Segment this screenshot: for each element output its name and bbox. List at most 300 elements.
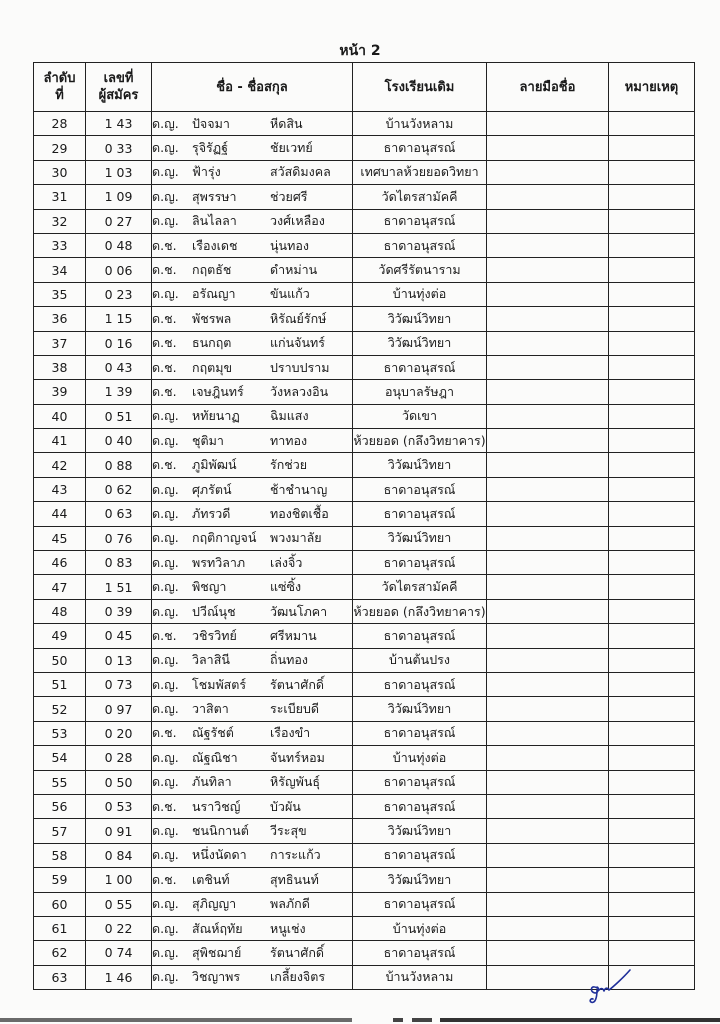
remark-cell[interactable] [609,209,695,233]
full-name-cell [152,819,353,843]
first-name: กฤตมุข [192,359,233,375]
signature-cell[interactable] [487,380,609,404]
table-row [34,770,695,794]
signature-cell[interactable] [487,185,609,209]
full-name-cell [152,892,353,916]
remark-cell[interactable] [609,233,695,257]
table-row [34,648,695,672]
remark-cell[interactable] [609,502,695,526]
order-no-cell: 47 [34,575,86,599]
applicant-no-cell: 0 50 [86,770,152,794]
previous-school-cell: ธาดาอนุสรณ์ [353,794,487,818]
remark-cell[interactable] [609,258,695,282]
applicant-no-cell: 0 16 [86,331,152,355]
table-row [34,746,695,770]
first-name: พิชญา [192,579,227,595]
remark-cell[interactable] [609,575,695,599]
first-name: สุพรรษา [192,188,237,204]
name-prefix: ด.ญ. [152,823,179,839]
signature-cell[interactable] [487,794,609,818]
signature-cell[interactable] [487,868,609,892]
applicant-no-cell: 1 39 [86,380,152,404]
order-no-cell: 43 [34,477,86,501]
remark-cell[interactable] [609,843,695,867]
previous-school-cell: วิวัฒน์วิทยา [353,453,487,477]
applicant-no-cell: 1 00 [86,868,152,892]
signature-cell[interactable] [487,112,609,136]
applicant-no-cell: 0 62 [86,477,152,501]
signature-cell[interactable] [487,819,609,843]
applicant-no-cell: 1 03 [86,160,152,184]
previous-school-cell: บ้านวังหลาม [353,112,487,136]
order-no-cell: 56 [34,794,86,818]
first-name: ฟ้ารุ่ง [192,164,221,180]
full-name-cell [152,453,353,477]
table-row [34,233,695,257]
previous-school-cell: วัดศรีรัตนาราม [353,258,487,282]
applicant-no-cell: 0 55 [86,892,152,916]
last-name: หิรัณย์รักษ์ [270,310,327,326]
name-prefix: ด.ญ. [152,920,179,936]
first-name: สุภิญญา [192,896,237,912]
applicant-no-cell: 0 97 [86,697,152,721]
remark-cell[interactable] [609,331,695,355]
name-prefix: ด.ช. [152,262,177,278]
last-name: พลภักดี [270,896,310,912]
first-name: วาสิตา [192,701,229,717]
full-name-cell [152,380,353,404]
remark-cell[interactable] [609,624,695,648]
full-name-cell [152,794,353,818]
name-prefix: ด.ช. [152,237,177,253]
last-name: ฉิมแสง [270,408,309,424]
first-name: หทัยนาฏ [192,408,240,424]
previous-school-cell: บ้านทุ่งต่อ [353,916,487,940]
previous-school-cell: ธาดาอนุสรณ์ [353,502,487,526]
previous-school-cell: วิวัฒน์วิทยา [353,697,487,721]
name-prefix: ด.ญ. [152,432,179,448]
previous-school-cell: วิวัฒน์วิทยา [353,819,487,843]
name-prefix: ด.ญ. [152,579,179,595]
name-prefix: ด.ญ. [152,652,179,668]
last-name: แก่นจันทร์ [270,335,325,351]
full-name-cell [152,624,353,648]
full-name-cell [152,599,353,623]
previous-school-cell: ธาดาอนุสรณ์ [353,941,487,965]
remark-cell[interactable] [609,721,695,745]
table-row [34,331,695,355]
order-no-cell: 62 [34,941,86,965]
full-name-cell [152,648,353,672]
last-name: ขันแก้ว [270,286,310,302]
table-row [34,551,695,575]
applicant-no-cell: 1 09 [86,185,152,209]
last-name: พวงมาลัย [270,530,322,546]
applicant-no-cell: 0 23 [86,282,152,306]
remark-cell[interactable] [609,477,695,501]
name-prefix: ด.ญ. [152,286,179,302]
remark-cell[interactable] [609,892,695,916]
name-prefix: ด.ช. [152,457,177,473]
last-name: วัฒนโภคา [270,603,328,619]
previous-school-cell: ธาดาอนุสรณ์ [353,721,487,745]
name-prefix: ด.ช. [152,627,177,643]
applicant-no-cell: 1 43 [86,112,152,136]
first-name: วิลาสินี [192,652,230,668]
remark-cell[interactable] [609,648,695,672]
signature-cell[interactable] [487,209,609,233]
remark-cell[interactable] [609,404,695,428]
first-name: ปัจจมา [192,115,230,131]
name-prefix: ด.ญ. [152,481,179,497]
signature-cell[interactable] [487,843,609,867]
first-name: กฤติกาญจน์ [192,530,257,546]
name-prefix: ด.ญ. [152,969,179,985]
last-name: สุทธินนท์ [270,871,319,887]
name-prefix: ด.ญ. [152,164,179,180]
remark-cell[interactable] [609,112,695,136]
signature-cell[interactable] [487,624,609,648]
previous-school-cell: ห้วยยอด (กลึงวิทยาคาร) [353,429,487,453]
order-no-cell: 45 [34,526,86,550]
full-name-cell [152,112,353,136]
first-name: วิชญาพร [192,969,241,985]
table-row [34,453,695,477]
table-row [34,526,695,550]
last-name: ศรีหมาน [270,627,317,643]
first-name: ชนนิกานต์ [192,823,249,839]
signature-cell[interactable] [487,916,609,940]
full-name-cell [152,477,353,501]
last-name: การะแก้ว [270,847,321,863]
first-name: ณัฐณิชา [192,749,238,765]
applicant-no-cell: 0 06 [86,258,152,282]
table-row [34,843,695,867]
last-name: หิรัญพันธุ์ [270,774,321,790]
first-name: เตชินท์ [192,871,230,887]
handwritten-signature [575,960,635,1006]
signature-cell[interactable] [487,648,609,672]
signature-cell[interactable] [487,404,609,428]
first-name: ณัฐรัชต์ [192,725,234,741]
previous-school-cell: บ้านทุ่งต่อ [353,746,487,770]
last-name: สวัสดิมงคล [270,164,331,180]
order-no-cell: 46 [34,551,86,575]
full-name-cell [152,672,353,696]
name-prefix: ด.ญ. [152,115,179,131]
applicant-no-cell: 0 63 [86,502,152,526]
remark-cell[interactable] [609,697,695,721]
remark-cell[interactable] [609,868,695,892]
signature-cell[interactable] [487,551,609,575]
signature-cell[interactable] [487,331,609,355]
previous-school-cell: วิวัฒน์วิทยา [353,307,487,331]
full-name-cell [152,746,353,770]
table-row [34,282,695,306]
header-applicant-no-line2: ผู้สมัคร [98,88,139,103]
first-name: นราวิชญ์ [192,798,241,814]
full-name-cell [152,429,353,453]
full-name-cell [152,575,353,599]
remark-cell[interactable] [609,185,695,209]
applicant-no-cell: 0 40 [86,429,152,453]
first-name: พรทวิลาภ [192,554,246,570]
table-header-row [34,63,695,112]
order-no-cell: 57 [34,819,86,843]
full-name-cell [152,136,353,160]
applicant-no-cell: 0 73 [86,672,152,696]
signature-cell[interactable] [487,697,609,721]
name-prefix: ด.ญ. [152,530,179,546]
order-no-cell: 41 [34,429,86,453]
name-prefix: ด.ญ. [152,408,179,424]
first-name: สัณห์ฤทัย [192,920,243,936]
signature-cell[interactable] [487,453,609,477]
signature-cell[interactable] [487,526,609,550]
remark-cell[interactable] [609,819,695,843]
applicant-no-cell: 0 76 [86,526,152,550]
header-applicant-no [86,63,152,112]
full-name-cell [152,185,353,209]
signature-cell[interactable] [487,746,609,770]
signature-cell[interactable] [487,721,609,745]
applicant-no-cell: 0 43 [86,355,152,379]
order-no-cell: 32 [34,209,86,233]
last-name: ทองชิตเชื้อ [270,505,329,521]
table-row [34,892,695,916]
signature-cell[interactable] [487,672,609,696]
signature-cell[interactable] [487,136,609,160]
first-name: ภันทิลา [192,774,232,790]
applicant-no-cell: 0 84 [86,843,152,867]
previous-school-cell: วัดไตรสามัคคี [353,185,487,209]
first-name: สุพิชฌาย์ [192,944,242,960]
signature-cell[interactable] [487,599,609,623]
table-row [34,477,695,501]
previous-school-cell: ธาดาอนุสรณ์ [353,355,487,379]
table-row [34,160,695,184]
header-full-name: ชื่อ - ชื่อสกุล [152,63,353,112]
first-name: โชมพัสตร์ [192,676,247,692]
last-name: รักช่วย [270,457,308,473]
header-order-no [34,63,86,112]
order-no-cell: 61 [34,916,86,940]
table-row [34,380,695,404]
remark-cell[interactable] [609,355,695,379]
first-name: ชุติมา [192,432,224,448]
remark-cell[interactable] [609,282,695,306]
order-no-cell: 37 [34,331,86,355]
name-prefix: ด.ญ. [152,847,179,863]
applicant-no-cell: 0 45 [86,624,152,648]
signature-cell[interactable] [487,282,609,306]
last-name: วีระสุข [270,823,307,839]
full-name-cell [152,526,353,550]
signature-cell[interactable] [487,575,609,599]
applicant-no-cell: 0 39 [86,599,152,623]
applicant-no-cell: 0 22 [86,916,152,940]
full-name-cell [152,916,353,940]
last-name: บัวผัน [270,798,301,814]
full-name-cell [152,868,353,892]
previous-school-cell: ธาดาอนุสรณ์ [353,892,487,916]
name-prefix: ด.ญ. [152,749,179,765]
remark-cell[interactable] [609,599,695,623]
previous-school-cell: ธาดาอนุสรณ์ [353,624,487,648]
applicant-no-cell: 0 88 [86,453,152,477]
applicant-no-cell: 0 51 [86,404,152,428]
header-previous-school: โรงเรียนเดิม [353,63,487,112]
previous-school-cell: วัดเขา [353,404,487,428]
last-name: จันทร์หอม [270,749,325,765]
last-name: รัตนาศักดิ์ [270,944,325,960]
name-prefix: ด.ช. [152,871,177,887]
last-name: ช้าชำนาญ [270,481,328,497]
remark-cell[interactable] [609,526,695,550]
remark-cell[interactable] [609,794,695,818]
last-name: หนูเช่ง [270,920,306,936]
applicant-roster-table [33,62,695,990]
remark-cell[interactable] [609,429,695,453]
first-name: วชิรวิทย์ [192,627,237,643]
name-prefix: ด.ญ. [152,603,179,619]
order-no-cell: 50 [34,648,86,672]
header-order-no-line1: ลำดับ [43,71,76,86]
applicant-no-cell: 0 33 [86,136,152,160]
applicant-no-cell: 0 53 [86,794,152,818]
name-prefix: ด.ช. [152,725,177,741]
previous-school-cell: ธาดาอนุสรณ์ [353,477,487,501]
order-no-cell: 36 [34,307,86,331]
full-name-cell [152,721,353,745]
last-name: วงศ์เหลือง [270,213,325,229]
remark-cell[interactable] [609,746,695,770]
last-name: แซ่ซิ้ง [270,579,302,595]
last-name: หีดสิน [270,115,303,131]
order-no-cell: 53 [34,721,86,745]
applicant-no-cell: 1 51 [86,575,152,599]
full-name-cell [152,965,353,989]
applicant-no-cell: 0 13 [86,648,152,672]
table-row [34,697,695,721]
name-prefix: ด.ช. [152,335,177,351]
applicant-no-cell: 0 83 [86,551,152,575]
order-no-cell: 28 [34,112,86,136]
previous-school-cell: ห้วยยอด (กลึงวิทยาคาร) [353,599,487,623]
table-row [34,868,695,892]
signature-cell[interactable] [487,258,609,282]
applicant-no-cell: 0 48 [86,233,152,257]
last-name: นุ่นทอง [270,237,309,253]
first-name: ลินไลลา [192,213,237,229]
full-name-cell [152,941,353,965]
previous-school-cell: วิวัฒน์วิทยา [353,526,487,550]
order-no-cell: 30 [34,160,86,184]
full-name-cell [152,233,353,257]
remark-cell[interactable] [609,916,695,940]
table-row [34,794,695,818]
signature-cell[interactable] [487,355,609,379]
order-no-cell: 63 [34,965,86,989]
signature-cell[interactable] [487,307,609,331]
header-order-no-line2: ที่ [55,88,64,103]
last-name: ระเบียบดี [270,701,320,717]
remark-cell[interactable] [609,770,695,794]
order-no-cell: 60 [34,892,86,916]
name-prefix: ด.ช. [152,798,177,814]
table-row [34,209,695,233]
remark-cell[interactable] [609,551,695,575]
order-no-cell: 55 [34,770,86,794]
name-prefix: ด.ญ. [152,676,179,692]
name-prefix: ด.ญ. [152,505,179,521]
table-row [34,258,695,282]
last-name: ถิ่นทอง [270,652,308,668]
first-name: พัชรพล [192,310,232,326]
full-name-cell [152,331,353,355]
last-name: ชัยเวทย์ [270,140,313,156]
signature-cell[interactable] [487,770,609,794]
table-row [34,429,695,453]
full-name-cell [152,355,353,379]
order-no-cell: 35 [34,282,86,306]
order-no-cell: 33 [34,233,86,257]
table-row [34,599,695,623]
applicant-no-cell: 0 27 [86,209,152,233]
previous-school-cell: วิวัฒน์วิทยา [353,868,487,892]
remark-cell[interactable] [609,307,695,331]
applicant-no-cell: 1 46 [86,965,152,989]
signature-cell[interactable] [487,429,609,453]
last-name: ดำหม่าน [270,262,318,278]
signature-cell[interactable] [487,502,609,526]
header-applicant-no-line1: เลขที่ [103,71,134,86]
first-name: รุจิรัฏฐ์ [192,140,229,156]
order-no-cell: 29 [34,136,86,160]
order-no-cell: 38 [34,355,86,379]
last-name: เกลี้ยงจิตร [270,969,326,985]
first-name: ปวีณ์นุช [192,603,236,619]
first-name: ศุภรัตน์ [192,481,232,497]
first-name: หนึ่งนัดดา [192,847,247,863]
remark-cell[interactable] [609,380,695,404]
previous-school-cell: วิวัฒน์วิทยา [353,331,487,355]
full-name-cell [152,160,353,184]
remark-cell[interactable] [609,453,695,477]
previous-school-cell: บ้านวังหลาม [353,965,487,989]
name-prefix: ด.ญ. [152,554,179,570]
table-row [34,112,695,136]
remark-cell[interactable] [609,136,695,160]
remark-cell[interactable] [609,672,695,696]
scan-bottom-edge [0,1018,720,1024]
signature-cell[interactable] [487,233,609,257]
order-no-cell: 54 [34,746,86,770]
order-no-cell: 39 [34,380,86,404]
signature-cell[interactable] [487,892,609,916]
table-row [34,672,695,696]
applicant-no-cell: 0 74 [86,941,152,965]
applicant-no-cell: 0 91 [86,819,152,843]
order-no-cell: 59 [34,868,86,892]
applicant-no-cell: 0 20 [86,721,152,745]
remark-cell[interactable] [609,160,695,184]
signature-cell[interactable] [487,477,609,501]
table-row [34,185,695,209]
signature-cell[interactable] [487,160,609,184]
name-prefix: ด.ญ. [152,188,179,204]
order-no-cell: 34 [34,258,86,282]
